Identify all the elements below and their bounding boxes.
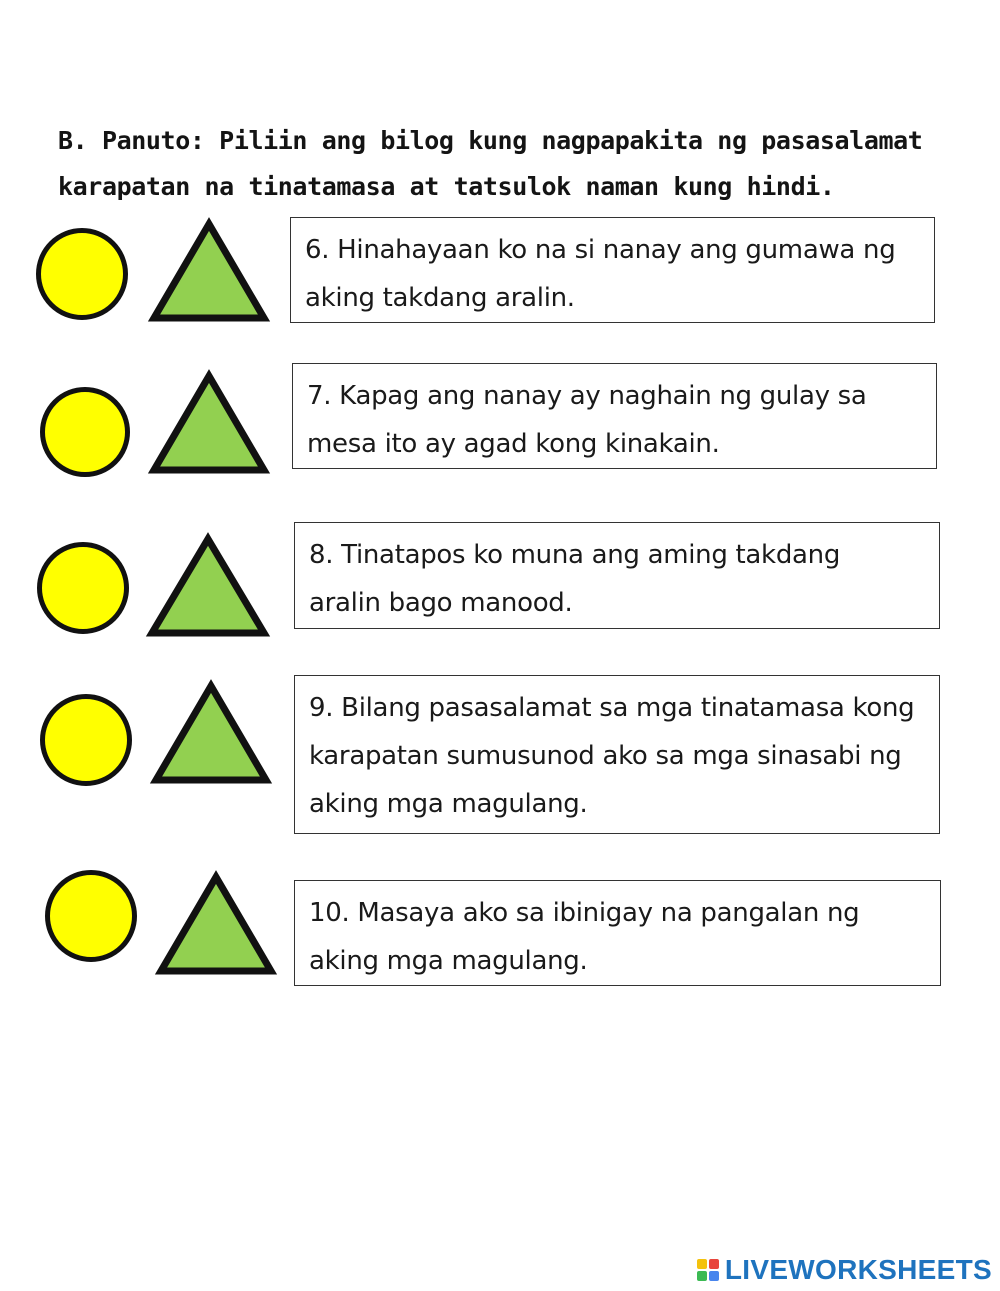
liveworksheets-brand [697, 1253, 992, 1287]
circle-option-9[interactable] [40, 694, 132, 786]
liveworksheets-logo-icon [697, 1259, 719, 1281]
question-text-line: mesa ito ay agad kong kinakain. [307, 429, 720, 459]
circle-option-7[interactable] [40, 387, 130, 477]
question-text-line: 9. Bilang pasasalamat sa mga tinatamasa kong [309, 693, 915, 723]
question-box-6 [290, 217, 935, 323]
question-text-line: aking mga magulang. [309, 789, 588, 819]
triangle-option-10[interactable] [155, 871, 277, 975]
question-box-9 [294, 675, 940, 834]
circle-option-8[interactable] [37, 542, 129, 634]
triangle-option-6[interactable] [148, 218, 270, 322]
question-text-line: aralin bago manood. [309, 588, 573, 618]
triangle-option-7[interactable] [148, 370, 270, 474]
triangle-option-9[interactable] [150, 680, 272, 784]
instructions-line-1: B. Panuto: Piliin ang bilog kung nagpapakita ng pasasalamat [58, 126, 923, 155]
brand-text: LIVEWORKSHEETS [724, 1254, 992, 1285]
question-text-line: 8. Tinatapos ko muna ang aming takdang [309, 540, 841, 570]
question-box-8 [294, 522, 940, 629]
question-text-line: 10. Masaya ako sa ibinigay na pangalan ng [309, 898, 860, 928]
instructions [58, 118, 958, 210]
question-text-line: karapatan sumusunod ako sa mga sinasabi ng [309, 741, 902, 771]
question-text-line: aking takdang aralin. [305, 283, 575, 313]
triangle-option-8[interactable] [146, 533, 270, 637]
question-text-line: aking mga magulang. [309, 946, 588, 976]
question-box-10 [294, 880, 941, 986]
question-text-line: 7. Kapag ang nanay ay naghain ng gulay sa [307, 381, 867, 411]
question-box-7 [292, 363, 937, 469]
circle-option-6[interactable] [36, 228, 128, 320]
question-text-line: 6. Hinahayaan ko na si nanay ang gumawa ng [305, 235, 896, 265]
circle-option-10[interactable] [45, 870, 137, 962]
instructions-line-2: karapatan na tinatamasa at tatsulok naman kung hindi. [58, 172, 835, 201]
